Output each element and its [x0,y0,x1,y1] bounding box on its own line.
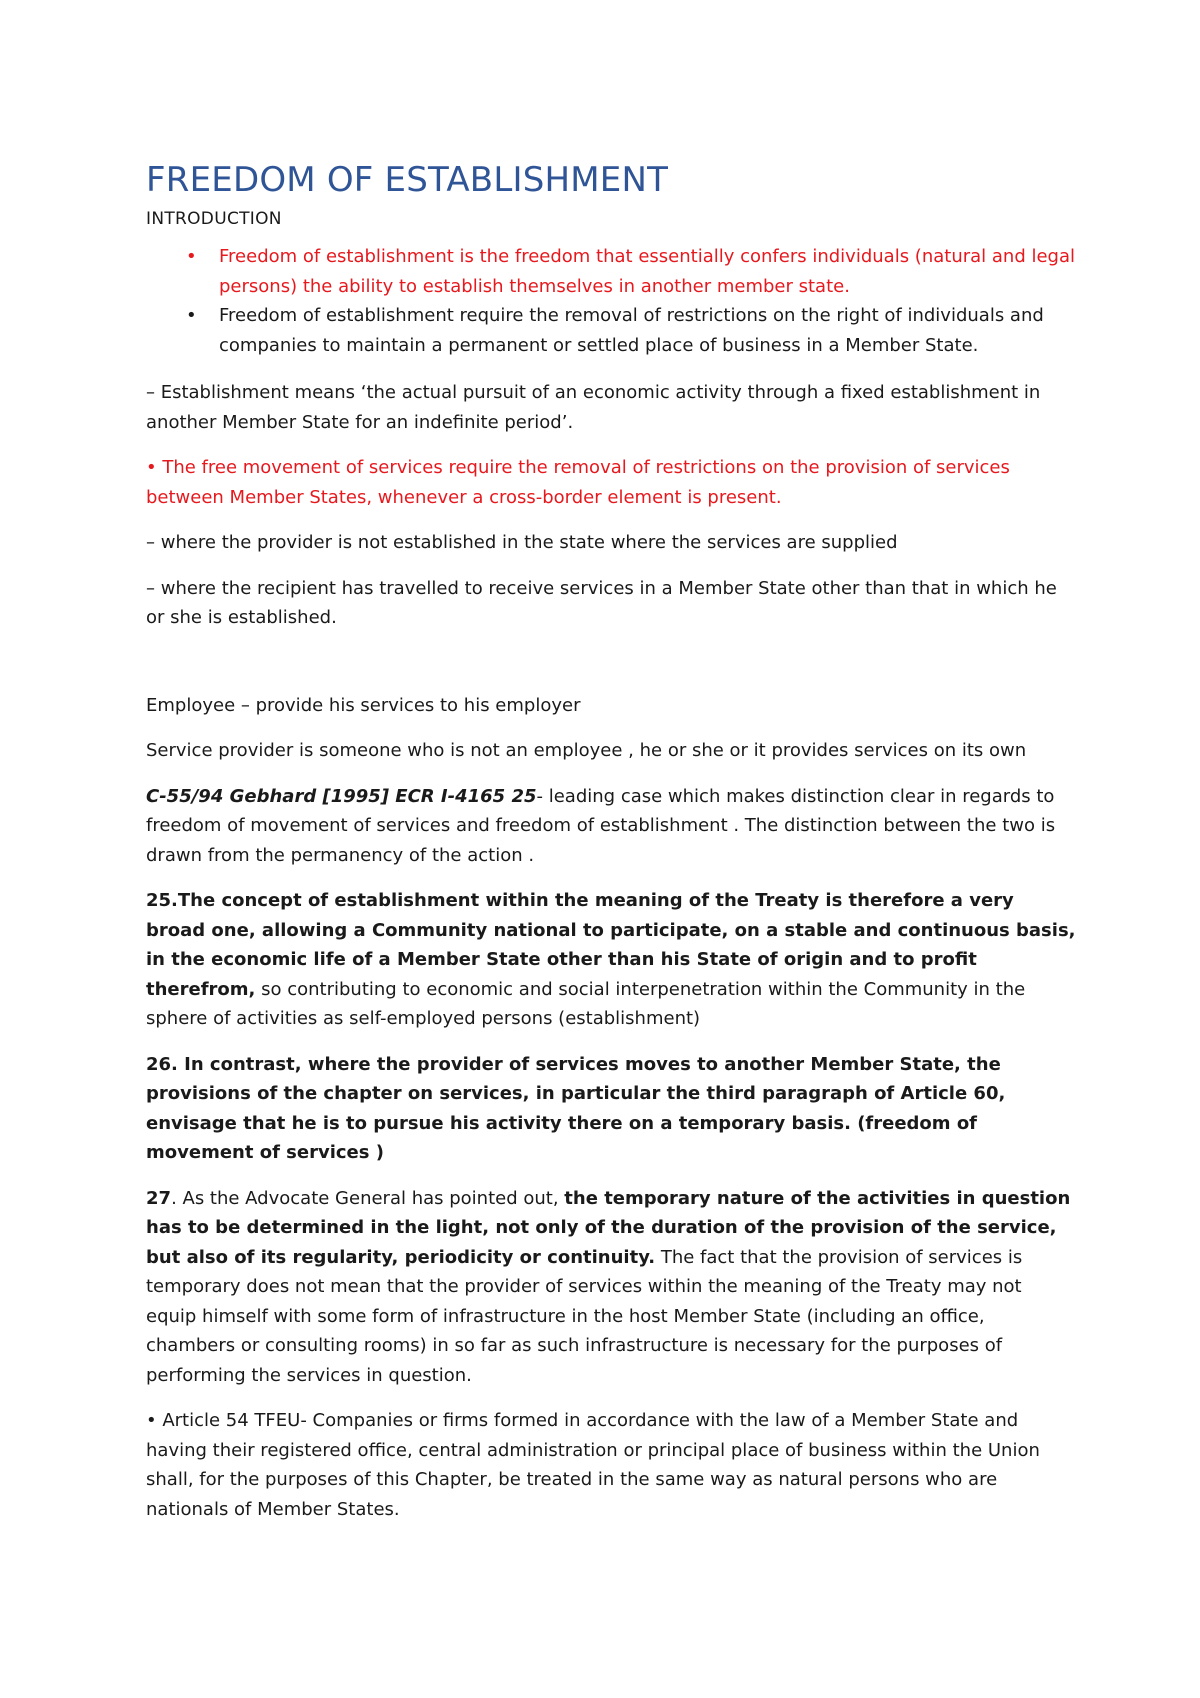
establishment-definition: – Establishment means ‘the actual pursuit of an economic activity through a fixed establishment in another Member State for an indefinite period’. [146,382,1041,433]
article-54-paragraph: • Article 54 TFEU- Companies or firms formed in accordance with the law of a Member State and having their registered office, central administration or principal place of business within the Union shall, for the purposes of this Chapter, be treated in the same way as natural persons who are nationals of Member States. [146,1410,1040,1520]
paragraph-26: 26. In contrast, where the provider of services moves to another Member State, the provisions of the chapter on services, in particular the third paragraph of Article 60, envisage that he is to pursue his activity there on a temporary basis. (freedom of movement of services ) [146,1053,1006,1163]
gebhard-paragraph [146,782,1076,871]
intro-bullet-list [146,242,1076,360]
service-provider-paragraph: Service provider is someone who is not an employee , he or she or it provides services on its own [146,740,1027,761]
case-citation: C-55/94 Gebhard [1995] ECR I-4165 25 [146,785,537,807]
bullet-text: Freedom of establishment require the removal of restrictions on the right of individuals and companies to maintain a permanent or settled place of business in a Member State. [219,305,1044,356]
employee-paragraph: Employee – provide his services to his employer [146,694,581,716]
paragraph-25 [146,886,1076,1034]
bullet-icon: • [186,305,197,326]
paragraph-27-text: The fact that the provision of services is temporary does not mean that the provider of services within the meaning of the Treaty may not equip himself with some form of infrastructure in the host Member State (including an office, chambers or consulting rooms) in so far as such infrastructure is necessary for the purposes of performing the services in question. [146,1246,1023,1386]
gebhard-text: - leading case which makes distinction clear in regards to freedom of movement of services and freedom of establishment . The distinction between the two is drawn from the permanency of the action . [146,785,1056,866]
bullet-text: Freedom of establishment is the freedom that essentially confers individuals (natural and legal persons) the ability to establish themselves in another member state. [219,246,1075,297]
provider-paragraph: – where the provider is not established in the state where the services are supplied [146,532,898,553]
paragraph-27-bold: the temporary nature of the activities in question has to be determined in the light, not only of the duration of the provision of the service, but also of its regularity, periodicity or continuity. [146,1187,1071,1268]
paragraph-27 [146,1184,1076,1391]
spacer [146,649,1076,691]
section-heading: INTRODUCTION [146,209,282,229]
paragraph-25-bold: 25.The concept of establishment within the meaning of the Treaty is therefore a very broad one, allowing a Community national to participate, on a stable and continuous basis, in the economic life of a Member State other than his State of origin and to profit therefrom, [146,890,1076,1000]
list-item [146,301,1076,360]
services-paragraph: • The free movement of services require the removal of restrictions on the provision of services between Member States, whenever a cross-border element is present. [146,457,1010,508]
recipient-paragraph: – where the recipient has travelled to receive services in a Member State other than that in which he or she is established. [146,577,1057,628]
paragraph-25-text: so contributing to economic and social interpenetration within the Community in the sphere of activities as self-employed persons (establishment) [146,978,1026,1029]
document-title: FREEDOM OF ESTABLISHMENT [146,160,669,200]
paragraph-27-lead: . As the Advocate General has pointed out, [171,1187,565,1209]
paragraph-27-number: 27 [146,1187,172,1209]
list-item [146,242,1076,301]
bullet-icon: • [186,246,197,267]
document-page [146,160,1076,1540]
